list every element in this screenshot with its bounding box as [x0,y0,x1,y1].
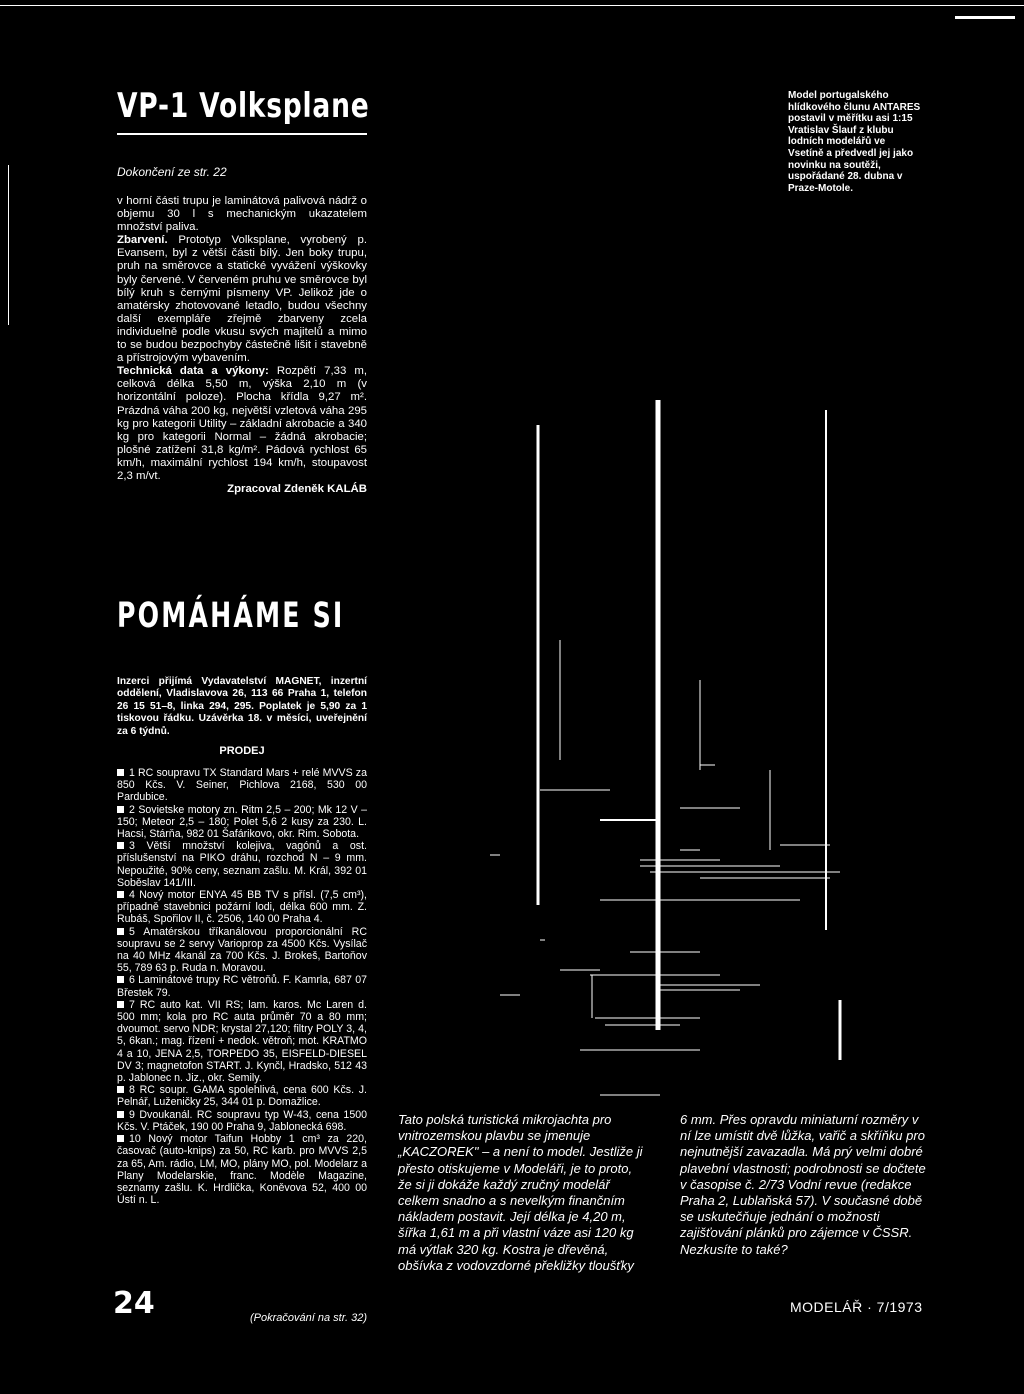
paragraph-text: Prototyp Volksplane, vyrobený p. Evansem, byl z větší části bílý. Jen boky trupu, pruh na směrovce a statické vyvážení výškovky byly červené. V červeném pruhu ve směrovce byl bílý kruh s černými písmeny VP. Jelikož jde o amatérsky zhotovované letadlo, budou všechny další exempláře zřejmě zbarveny zcela individuelně podle vkusu svých majitelů a mimo to se budou bezpochyby částečně lišit i stavebně a přístrojovým vybavením. [117,234,367,365]
title-rule [117,133,367,135]
article-signature: Zpracoval Zdeněk KALÁB [227,483,367,496]
yacht-caption-left: Tato polská turistická mikrojachta pro vnitrozemskou plavbu se jmenuje „KACZOREK" – a není to model. Jestliže ji přesto otiskujeme v Modeláři, je to proto, že si ji dokáže každý zručný modelář celkem snadno a s nevelkým finančním nákladem postavit. Její délka je 4,20 m, šířka 1,61 m a při vlastní váze asi 120 kg má výtlak 320 kg. Kostra je dřevěná, obšívka z vodovzdorné překližky tloušťky [398,1112,643,1273]
bullet-square-icon [117,1001,124,1008]
paragraph [117,234,367,365]
paragraph-lead: Technická data a výkony: [117,365,269,378]
ads-intro: Inzerci přijímá Vydavatelství MAGNET, inzertní oddělení, Vladislavova 26, 113 66 Praha 1, telefon 26 15 51–8, linka 294, 295. Poplatek je 5,90 za 1 tiskovou řádku. Uzávěrka 18. v měsíci, uveřejnění za 6 týdnů. [117,676,367,737]
bullet-square-icon [117,1111,124,1118]
list-item: 4 Nový motor ENYA 45 BB TV s přísl. (7,5 cm³), případně stavebnici požární lodi, délka 600 mm. Z. Rubáš, Spořilov II, č. 2506, 140 00 Praha 4. [117,889,367,926]
bullet-square-icon [117,976,124,983]
ads-heading: PRODEJ [219,745,265,757]
ads-section-title: POMÁHÁME SI [117,596,345,636]
bullet-square-icon [117,806,124,813]
list-item: 1 RC soupravu TX Standard Mars + relé MVVS za 850 Kčs. V. Seiner, Pichlova 2168, 530 00 Pardubice. [117,767,367,804]
list-item: 8 RC soupr. GAMA spolehlivá, cena 600 Kčs. J. Pelnář, Luženičky 25, 344 01 p. Domažlice. [117,1084,367,1109]
paragraph-lead: Zbarvení. [117,234,168,247]
paragraph [117,365,367,483]
bullet-square-icon [117,1086,124,1093]
list-item: 5 Amatérskou tříkanálovou proporcionální RC soupravu se 2 servy Varioprop za 4500 Kčs. Vysílač na 40 MHz 4kanál za 700 Kčs. J. Brokeš, Bartoňov 55, 789 63 p. Ruda n. Moravou. [117,925,367,975]
article-body [117,195,367,496]
list-item: 10 Nový motor Taifun Hobby 1 cm³ za 220, časovač (auto-knips) za 50, RC karb. pro MVVS 2,5 za 65, Am. rádio, LM, MO, plány MO, pol. Modelarz a Plany Modelarskie, franc. Modèle Magazine, seznamy zašlu. K. Hrdlička, Koněvova 52, 400 00 Ústí n. L. [117,1133,367,1207]
bullet-square-icon [117,891,124,898]
list-item: 7 RC auto kat. VII RS; lam. karos. Mc Laren d. 500 mm; kola pro RC auta průměr 70 a 80 mm; dvoumot. servo NDR; krystal 27,120; filtry POLY 3, 4, 5, 6kan.; mag. řízení + nedok. větroň; mot. KRATMO 4 a 10, JENA 2,5, TORPEDO 35, EISFELD-DIESEL DV 3; magnetofon START. J. Kynčl, Hradsko, 512 43 p. Jablonec n. Jiz., okr. Semily. [117,998,367,1085]
continued-to: (Pokračování na str. 32) [250,1312,367,1324]
list-item: 3 Větší množství kolejiva, vagónů a ost. příslušenství na PIKO dráhu, rozchod N – 9 mm. Nepoužité, 90% ceny, seznam zašlu. M. Král, 392 01 Soběslav 141/III. [117,840,367,889]
magazine-issue: MODELÁŘ · 7/1973 [790,1299,923,1315]
bullet-square-icon [117,1135,124,1142]
bullet-square-icon [117,769,124,776]
paragraph-text: Rozpětí 7,33 m, celková délka 5,50 m, výška 2,10 m (v horizontální poloze). Plocha křídla 9,27 m². Prázdná váha 200 kg, největší vzletová váha 295 kg pro kategorii Utility – základní akrobacie a 340 kg pro kategorii Normal – žádná akrobacie; plošné zatížení 31,8 kg/m². Pádová rychlost 65 km/h, maximální rychlost 194 km/h, stoupavost 2,3 m/vt. [117,365,367,482]
paragraph: v horní části trupu je laminátová palivová nádrž o objemu 30 l s mechanickým ukazatelem množství paliva. [117,195,367,234]
list-item: 2 Sovietske motory zn. Ritm 2,5 – 200; Mk 12 V – 150; Meteor 2,5 – 180; Polet 5,6 2 kusy za 230. L. Hacsi, Stárňa, 982 01 Šafárikovo, okr. Rim. Sobota. [117,803,367,841]
yacht-caption-right: 6 mm. Přes opravdu miniaturní rozměry v ní lze umístit dvě lůžka, vařič a skříňku pro nejnutnější zavazadla. Má prý velmi dobré plavební vlastnosti; podrobnosti se dočtete v časopise č. 2/73 Vodní revue (redakce Praha 2, Lublaňská 57). V současné době se uskutečňuje jednání o možnosti zajišťování plánků pro zájemce v ČSSR. Nezkusíte to také? [680,1112,926,1257]
page-number: 24 [113,1286,155,1321]
bullet-square-icon [117,928,124,935]
photo-caption-top: Model portugalského hlídkového člunu ANTARES postavil v měřítku asi 1:15 Vratislav Šlauf z klubu lodních modelářů ve Vsetíně a předvedl jej jako novinku na soutěži, uspořádané 28. dubna v Praze-Motole. [788,90,921,194]
bullet-square-icon [117,842,124,849]
continued-from: Dokončení ze str. 22 [117,165,227,179]
ads-list [117,767,367,1206]
list-item: 9 Dvoukanál. RC soupravu typ W-43, cena 1500 Kčs. V. Ptáček, 190 00 Praha 9, Jablonecká 698. [117,1108,367,1133]
list-item: 6 Laminátové trupy RC větroňů. F. Kamrla, 687 07 Břestek 79. [117,974,367,999]
article-title: VP-1 Volksplane [117,86,370,126]
